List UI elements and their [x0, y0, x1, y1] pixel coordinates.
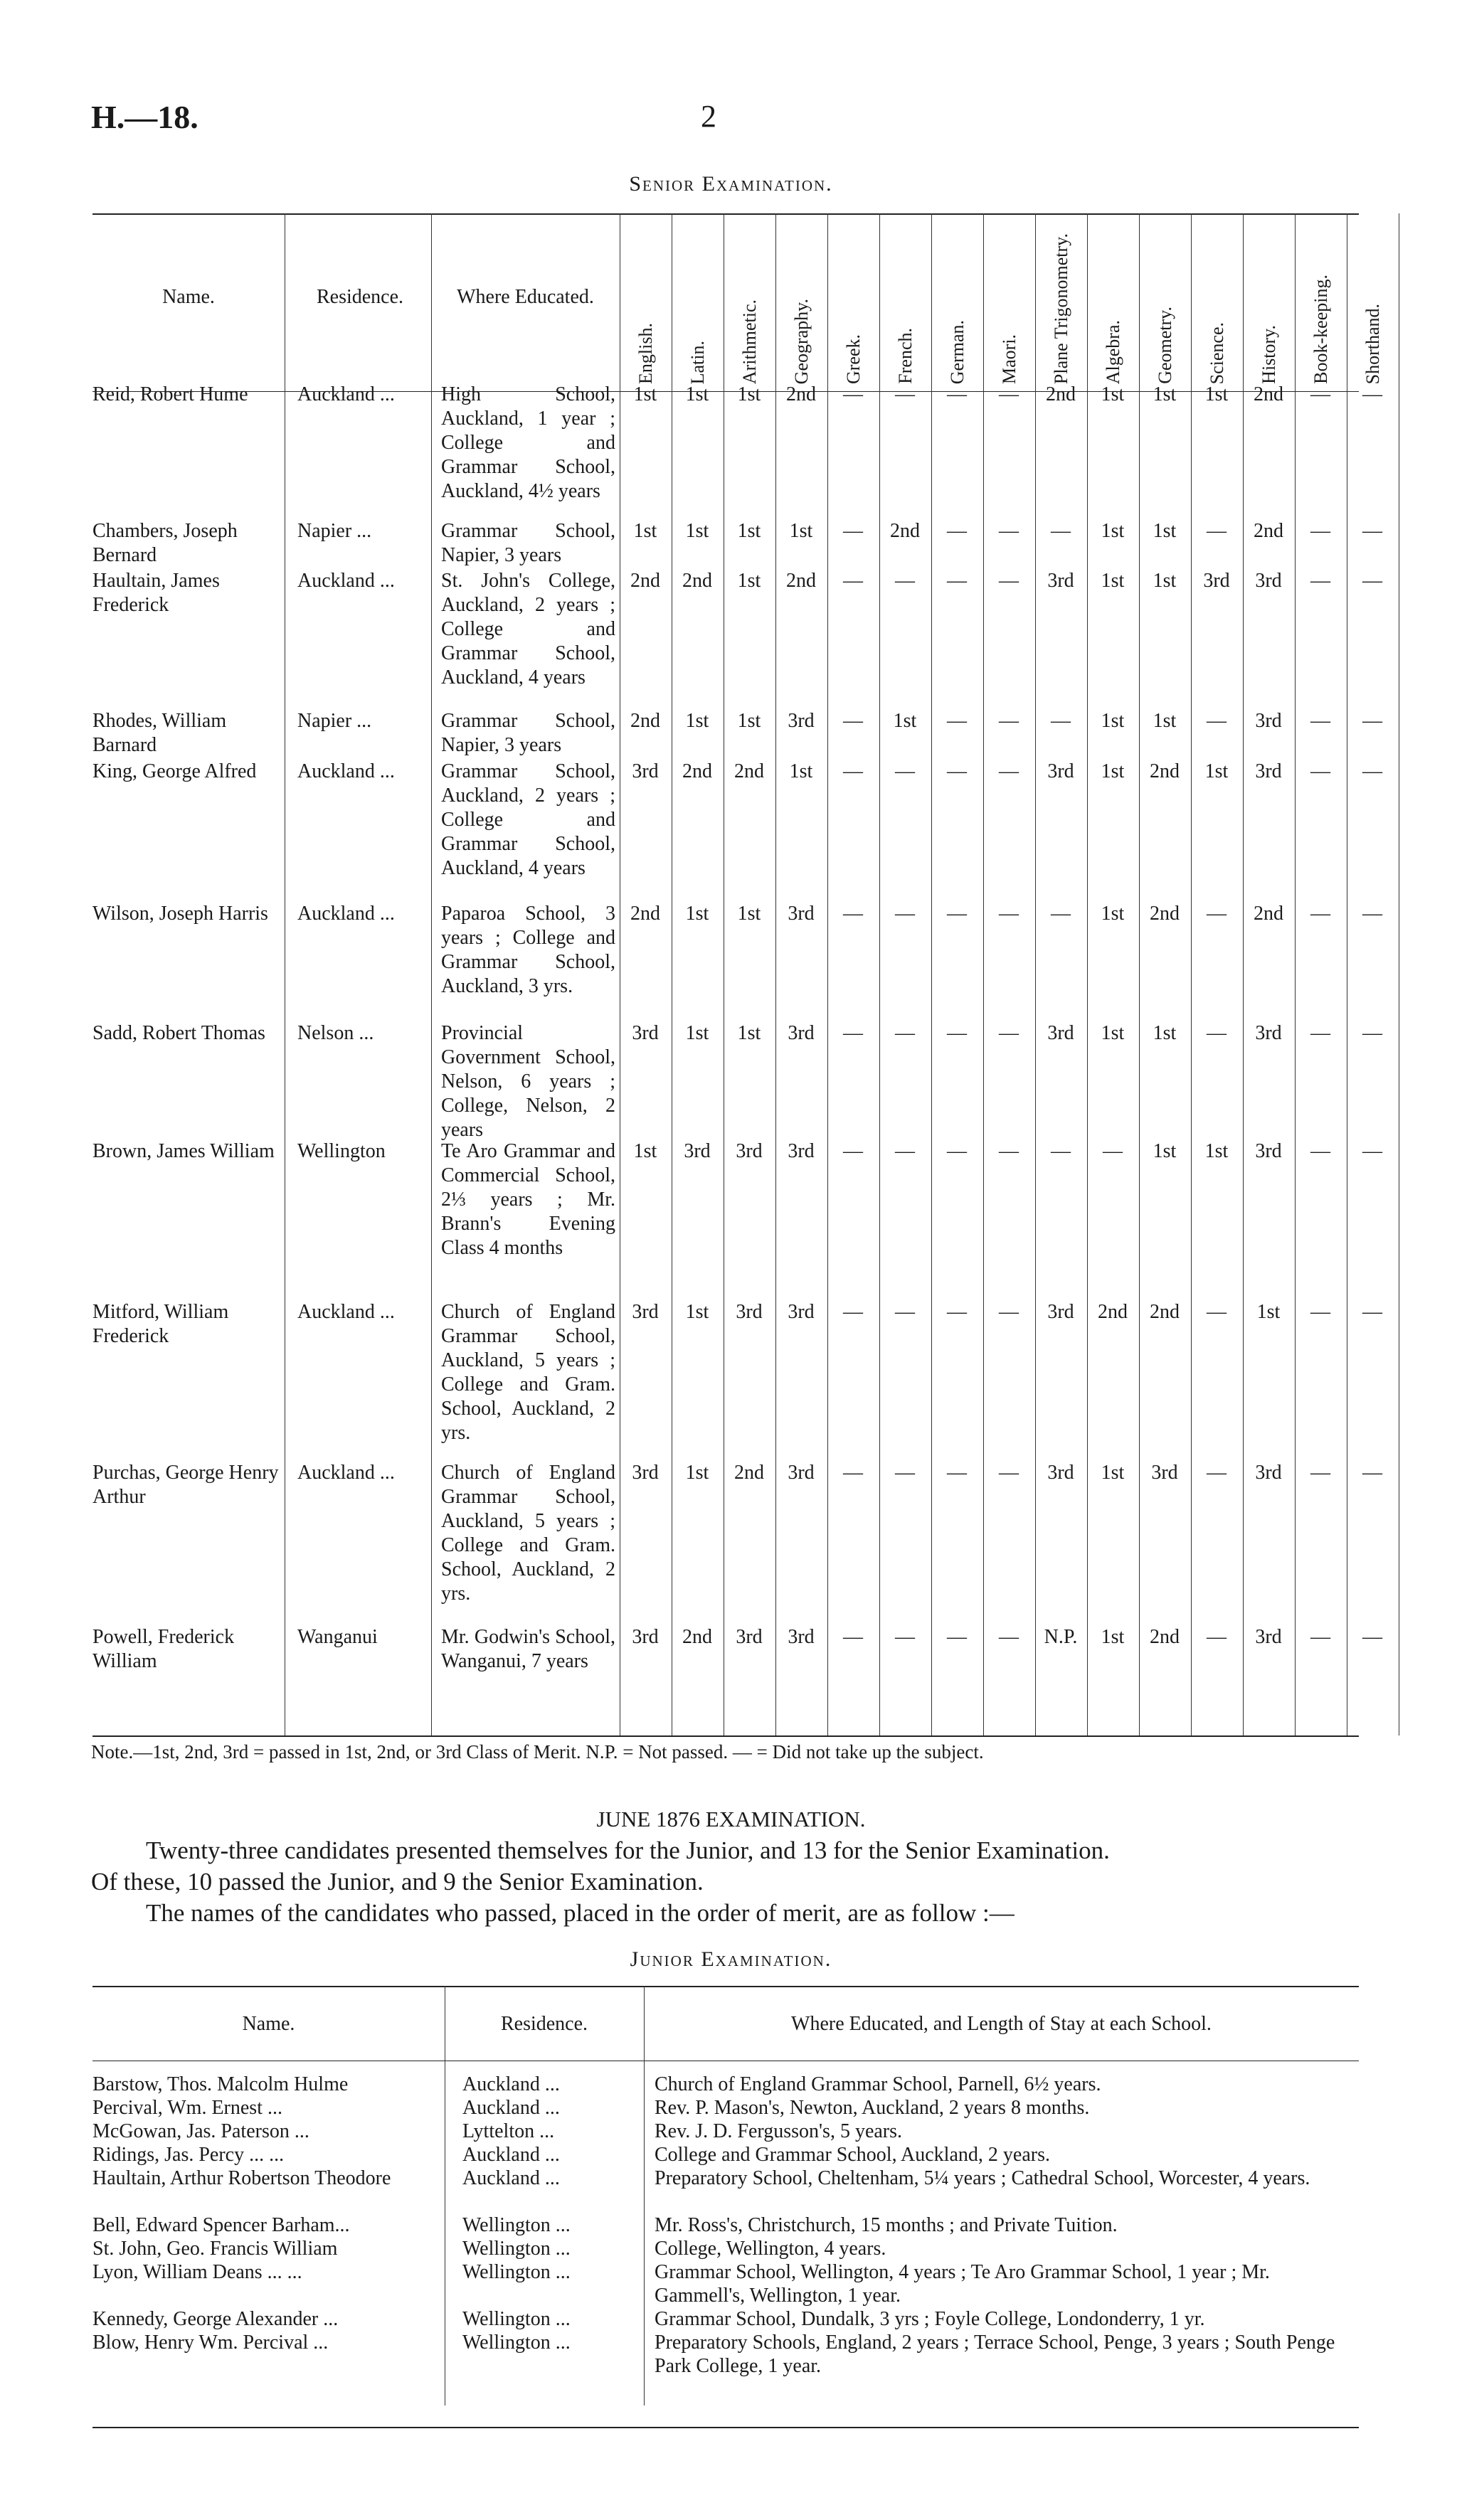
subject-header: Greek. [843, 334, 864, 384]
subject-mark: 2nd [1254, 383, 1283, 405]
subject-mark: — [1362, 760, 1382, 782]
subject-mark: 1st [1204, 383, 1229, 405]
subject-mark: — [999, 903, 1019, 925]
subject-mark: 1st [1204, 1140, 1229, 1162]
subject-mark: 3rd [736, 1140, 763, 1162]
subject-mark: — [947, 760, 967, 782]
subject-mark: — [895, 1301, 915, 1323]
subject-mark: — [1310, 1022, 1330, 1044]
subject-mark: 3rd [1047, 1301, 1074, 1323]
subject-header: French. [895, 328, 916, 384]
subject-mark: 3rd [736, 1301, 763, 1323]
candidate-where-educated: Preparatory School, Cheltenham, 5¼ years ; Cathedral School, Worcester, 4 years. [655, 2167, 1310, 2189]
candidate-residence: Auckland ... [297, 383, 395, 405]
subject-mark: 3rd [1047, 1462, 1074, 1484]
subject-mark: — [895, 1626, 915, 1648]
subject-mark: 3rd [1255, 710, 1282, 732]
senior-results-table [92, 213, 1383, 1735]
subject-mark: 3rd [1255, 1626, 1282, 1648]
subject-mark: 3rd [1047, 1022, 1074, 1044]
subject-mark: 1st [737, 710, 761, 732]
candidate-where-educated: Church of England Grammar School, Auckland, 5 years ; College and Gram. School, Auckland, 2 yrs. [441, 1462, 615, 1605]
candidate-name: Bell, Edward Spencer Barham... [92, 2214, 350, 2236]
subject-mark: 2nd [682, 570, 712, 592]
subject-mark: — [895, 1140, 915, 1162]
intro-paragraph-line1: Twenty-three candidates presented themselves for the Junior, and 13 for the Senior Examination. [146, 1836, 1110, 1864]
candidate-residence: Wellington [297, 1140, 386, 1162]
subject-mark: 1st [737, 570, 761, 592]
subject-mark: — [1051, 520, 1071, 542]
subject-mark: 3rd [1255, 1462, 1282, 1484]
subject-mark: 1st [1153, 383, 1177, 405]
subject-mark: — [1051, 903, 1071, 925]
subject-mark: — [1362, 1462, 1382, 1484]
subject-mark: 1st [737, 1022, 761, 1044]
candidate-residence: Auckland ... [462, 2097, 560, 2119]
subject-mark: 1st [1101, 520, 1125, 542]
subject-mark: — [1310, 1462, 1330, 1484]
subject-mark: — [1310, 1626, 1330, 1648]
subject-mark: 1st [1153, 1022, 1177, 1044]
candidate-residence: Wellington ... [462, 2238, 571, 2260]
page-number: 2 [701, 99, 716, 134]
candidate-residence: Wanganui [297, 1626, 378, 1648]
subject-mark: 2nd [630, 710, 660, 732]
subject-mark: 3rd [684, 1140, 711, 1162]
subject-mark: — [1103, 1140, 1123, 1162]
candidate-where-educated: College, Wellington, 4 years. [655, 2238, 886, 2260]
subject-mark: — [1207, 903, 1227, 925]
subject-mark: — [843, 1626, 863, 1648]
subject-mark: — [843, 520, 863, 542]
subject-header: History. [1259, 325, 1279, 384]
col-header-residence: Residence. [316, 286, 404, 308]
candidate-where-educated: Mr. Godwin's School, Wanganui, 7 years [441, 1626, 615, 1672]
subject-mark: 3rd [788, 903, 815, 925]
subject-mark: 3rd [788, 1626, 815, 1648]
subject-mark: — [1310, 570, 1330, 592]
subject-header: Arithmetic. [739, 299, 760, 384]
subject-mark: 1st [1101, 903, 1125, 925]
subject-mark: — [1207, 1301, 1227, 1323]
subject-mark: 1st [789, 520, 813, 542]
subject-mark: — [1362, 383, 1382, 405]
candidate-name: Blow, Henry Wm. Percival ... [92, 2332, 329, 2354]
subject-mark: 1st [685, 1301, 709, 1323]
subject-mark: — [1207, 520, 1227, 542]
subject-mark: — [947, 1140, 967, 1162]
candidate-where-educated: Te Aro Grammar and Commercial School, 2⅓ years ; Mr. Brann's Evening Class 4 months [441, 1140, 615, 1259]
subject-mark: — [947, 1626, 967, 1648]
candidate-residence: Auckland ... [297, 1301, 395, 1323]
subject-mark: 3rd [788, 1140, 815, 1162]
subject-mark: 1st [685, 1022, 709, 1044]
candidate-residence: Wellington ... [462, 2261, 571, 2283]
candidate-name: Brown, James William [92, 1140, 275, 1162]
subject-mark: — [895, 1022, 915, 1044]
subject-header: Latin. [687, 340, 708, 384]
subject-mark: 3rd [632, 1626, 659, 1648]
subject-mark: 3rd [1255, 760, 1282, 782]
subject-mark: — [999, 1301, 1019, 1323]
subject-mark: 3rd [1047, 570, 1074, 592]
candidate-residence: Auckland ... [297, 903, 395, 925]
subject-mark: N.P. [1044, 1626, 1078, 1648]
subject-mark: 3rd [632, 1301, 659, 1323]
candidate-where-educated: Grammar School, Auckland, 2 years ; College and Grammar School, Auckland, 4 years [441, 760, 615, 879]
candidate-residence: Auckland ... [462, 2144, 560, 2166]
subject-mark: 1st [633, 520, 657, 542]
subject-mark: 2nd [890, 520, 920, 542]
subject-mark: — [895, 903, 915, 925]
junior-col-header-residence: Residence. [500, 2013, 588, 2035]
subject-mark: — [947, 903, 967, 925]
subject-header: Science. [1207, 321, 1227, 384]
subject-mark: — [843, 1140, 863, 1162]
candidate-name: Powell, Frederick William [92, 1626, 235, 1672]
subject-mark: — [895, 383, 915, 405]
subject-header: Plane Trigonometry. [1051, 233, 1071, 384]
subject-header: Book-keeping. [1310, 275, 1331, 384]
subject-mark: 1st [1153, 520, 1177, 542]
candidate-name: Ridings, Jas. Percy ... ... [92, 2144, 285, 2166]
candidate-where-educated: High School, Auckland, 1 year ; College and Grammar School, Auckland, 4½ years [441, 383, 615, 502]
subject-mark: 3rd [788, 1301, 815, 1323]
candidate-residence: Wellington ... [462, 2332, 571, 2354]
subject-mark: — [999, 1626, 1019, 1648]
subject-mark: 2nd [786, 570, 816, 592]
candidate-name: King, George Alfred [92, 760, 257, 782]
subject-mark: — [895, 570, 915, 592]
subject-mark: 2nd [1046, 383, 1076, 405]
subject-mark: — [999, 1022, 1019, 1044]
order-of-merit-paragraph: The names of the candidates who passed, placed in the order of merit, are as follow :— [146, 1899, 1015, 1927]
subject-mark: 1st [1101, 710, 1125, 732]
subject-mark: — [843, 1462, 863, 1484]
subject-header: Shorthand. [1362, 303, 1383, 384]
subject-mark: 2nd [1098, 1301, 1128, 1323]
subject-mark: — [1362, 1140, 1382, 1162]
subject-mark: — [1362, 710, 1382, 732]
subject-mark: — [1207, 710, 1227, 732]
candidate-name: McGowan, Jas. Paterson ... [92, 2120, 309, 2142]
candidate-residence: Auckland ... [462, 2073, 560, 2095]
candidate-residence: Auckland ... [297, 760, 395, 782]
candidate-where-educated: Mr. Ross's, Christchurch, 15 months ; and Private Tuition. [655, 2214, 1118, 2236]
candidate-name: Purchas, George Henry Arthur [92, 1462, 279, 1508]
subject-mark: — [1310, 710, 1330, 732]
subject-mark: 2nd [734, 760, 764, 782]
candidate-name: Wilson, Joseph Harris [92, 903, 268, 925]
subject-mark: 3rd [1255, 1140, 1282, 1162]
subject-mark: 3rd [788, 1022, 815, 1044]
subject-mark: 2nd [1150, 1626, 1180, 1648]
subject-mark: — [843, 570, 863, 592]
subject-mark: — [1051, 710, 1071, 732]
candidate-residence: Nelson ... [297, 1022, 374, 1044]
june-exam-title: JUNE 1876 EXAMINATION. [596, 1807, 866, 1831]
subject-mark: — [999, 1462, 1019, 1484]
candidate-where-educated: Paparoa School, 3 years ; College and Grammar School, Auckland, 3 yrs. [441, 903, 615, 997]
subject-mark: — [947, 520, 967, 542]
subject-mark: 1st [1204, 760, 1229, 782]
intro-paragraph-line2: Of these, 10 passed the Junior, and 9 the Senior Examination. [91, 1868, 704, 1896]
subject-mark: 1st [789, 760, 813, 782]
subject-mark: 1st [737, 903, 761, 925]
subject-mark: 1st [633, 383, 657, 405]
candidate-residence: Napier ... [297, 710, 372, 732]
subject-mark: 2nd [1254, 520, 1283, 542]
subject-mark: — [843, 1301, 863, 1323]
candidate-name: Mitford, William Frederick [92, 1301, 229, 1347]
subject-mark: 1st [1101, 570, 1125, 592]
candidate-where-educated: Preparatory Schools, England, 2 years ; Terrace School, Penge, 3 years ; South Penge Park College, 1 year. [655, 2332, 1335, 2377]
subject-mark: — [1310, 903, 1330, 925]
subject-mark: 3rd [736, 1626, 763, 1648]
col-header-where-educated: Where Educated. [457, 286, 594, 308]
subject-mark: 3rd [632, 760, 659, 782]
subject-mark: 1st [633, 1140, 657, 1162]
subject-mark: 2nd [682, 1626, 712, 1648]
candidate-name: Sadd, Robert Thomas [92, 1022, 265, 1044]
subject-mark: 2nd [734, 1462, 764, 1484]
subject-mark: — [947, 570, 967, 592]
subject-mark: — [1362, 520, 1382, 542]
senior-examination-title: Senior Examination. [629, 172, 833, 196]
subject-mark: — [947, 1462, 967, 1484]
subject-mark: 3rd [1255, 1022, 1282, 1044]
subject-mark: — [1362, 570, 1382, 592]
subject-mark: 2nd [1254, 903, 1283, 925]
subject-mark: 1st [1101, 1626, 1125, 1648]
candidate-residence: Wellington ... [462, 2308, 571, 2330]
subject-mark: 3rd [632, 1022, 659, 1044]
candidate-where-educated: Grammar School, Napier, 3 years [441, 710, 615, 756]
subject-mark: — [999, 760, 1019, 782]
subject-mark: — [999, 383, 1019, 405]
candidate-residence: Auckland ... [462, 2167, 560, 2189]
subject-mark: — [1362, 1301, 1382, 1323]
subject-mark: 3rd [788, 710, 815, 732]
subject-mark: — [1207, 1626, 1227, 1648]
candidate-name: Chambers, Joseph Bernard [92, 520, 238, 566]
subject-mark: 2nd [1150, 903, 1180, 925]
junior-col-header-where-educated: Where Educated, and Length of Stay at each School. [791, 2013, 1212, 2035]
candidate-residence: Wellington ... [462, 2214, 571, 2236]
subject-header: Geometry. [1155, 307, 1175, 384]
candidate-where-educated: Rev. P. Mason's, Newton, Auckland, 2 years 8 months. [655, 2097, 1090, 2119]
subject-mark: 1st [1256, 1301, 1281, 1323]
subject-mark: — [1362, 903, 1382, 925]
junior-col-header-name: Name. [242, 2013, 295, 2035]
subject-mark: — [843, 383, 863, 405]
subject-mark: 1st [685, 383, 709, 405]
subject-mark: — [1362, 1022, 1382, 1044]
subject-mark: — [1207, 1022, 1227, 1044]
subject-mark: — [999, 710, 1019, 732]
candidate-where-educated: Grammar School, Wellington, 4 years ; Te Aro Grammar School, 1 year ; Mr. Gammell's, Wellington, 1 year. [655, 2261, 1270, 2307]
junior-examination-title: Junior Examination. [630, 1947, 832, 1971]
subject-mark: — [1310, 760, 1330, 782]
subject-mark: — [1362, 1626, 1382, 1648]
candidate-where-educated: Provincial Government School, Nelson, 6 years ; College, Nelson, 2 years [441, 1022, 615, 1141]
subject-mark: 1st [1101, 760, 1125, 782]
subject-mark: 1st [685, 520, 709, 542]
subject-mark: — [947, 1022, 967, 1044]
subject-mark: 3rd [1203, 570, 1230, 592]
subject-mark: 1st [1101, 383, 1125, 405]
subject-mark: 1st [685, 710, 709, 732]
subject-mark: 1st [1101, 1022, 1125, 1044]
candidate-where-educated: St. John's College, Auckland, 2 years ; College and Grammar School, Auckland, 4 years [441, 570, 615, 689]
candidate-name: Haultain, James Frederick [92, 570, 220, 616]
subject-mark: 3rd [632, 1462, 659, 1484]
subject-mark: — [895, 760, 915, 782]
subject-mark: 1st [1101, 1462, 1125, 1484]
candidate-where-educated: College and Grammar School, Auckland, 2 years. [655, 2144, 1050, 2166]
subject-mark: — [895, 1462, 915, 1484]
subject-mark: 3rd [788, 1462, 815, 1484]
candidate-where-educated: Church of England Grammar School, Parnell, 6½ years. [655, 2073, 1101, 2095]
subject-mark: 1st [685, 1462, 709, 1484]
col-header-name: Name. [162, 286, 215, 308]
subject-mark: 2nd [1150, 760, 1180, 782]
candidate-name: Reid, Robert Hume [92, 383, 248, 405]
candidate-where-educated: Rev. J. D. Fergusson's, 5 years. [655, 2120, 903, 2142]
subject-mark: 1st [1153, 570, 1177, 592]
subject-mark: — [843, 1022, 863, 1044]
subject-mark: 1st [737, 383, 761, 405]
subject-header: English. [635, 323, 656, 384]
candidate-name: Haultain, Arthur Robertson Theodore [92, 2167, 391, 2189]
subject-mark: — [999, 570, 1019, 592]
candidate-residence: Auckland ... [297, 1462, 395, 1484]
subject-mark: 2nd [630, 570, 660, 592]
marks-note: Note.—1st, 2nd, 3rd = passed in 1st, 2nd, or 3rd Class of Merit. N.P. = Not passed. — = Did not take up the subject. [91, 1741, 984, 1763]
junior-results-table [92, 1986, 1359, 2427]
subject-mark: — [843, 710, 863, 732]
candidate-residence: Auckland ... [297, 570, 395, 592]
subject-mark: 2nd [682, 760, 712, 782]
candidate-where-educated: Church of England Grammar School, Auckland, 5 years ; College and Gram. School, Auckland, 2 yrs. [441, 1301, 615, 1444]
subject-mark: — [1310, 383, 1330, 405]
subject-header: Geography. [791, 298, 812, 384]
subject-mark: — [999, 1140, 1019, 1162]
subject-mark: 1st [1153, 1140, 1177, 1162]
candidate-residence: Lyttelton ... [462, 2120, 555, 2142]
subject-mark: 1st [737, 520, 761, 542]
subject-mark: — [1310, 1140, 1330, 1162]
subject-mark: 2nd [630, 903, 660, 925]
subject-mark: — [1310, 1301, 1330, 1323]
candidate-name: Kennedy, George Alexander ... [92, 2308, 339, 2330]
subject-mark: — [947, 383, 967, 405]
subject-mark: 1st [893, 710, 917, 732]
subject-mark: — [947, 1301, 967, 1323]
subject-mark: — [843, 903, 863, 925]
candidate-name: Rhodes, William Barnard [92, 710, 227, 756]
subject-mark: — [999, 520, 1019, 542]
subject-mark: 3rd [1047, 760, 1074, 782]
subject-mark: 2nd [786, 383, 816, 405]
subject-header: Algebra. [1103, 319, 1123, 384]
subject-mark: — [1207, 1462, 1227, 1484]
subject-mark: 1st [685, 903, 709, 925]
candidate-where-educated: Grammar School, Napier, 3 years [441, 520, 615, 566]
subject-header: Maori. [999, 334, 1019, 384]
candidate-name: Percival, Wm. Ernest ... [92, 2097, 282, 2119]
candidate-where-educated: Grammar School, Dundalk, 3 yrs ; Foyle College, Londonderry, 1 yr. [655, 2308, 1205, 2330]
subject-header: German. [947, 319, 968, 384]
subject-mark: 2nd [1150, 1301, 1180, 1323]
candidate-name: Lyon, William Deans ... ... [92, 2261, 302, 2283]
subject-mark: 1st [1153, 710, 1177, 732]
subject-mark: 3rd [1151, 1462, 1178, 1484]
subject-mark: — [843, 760, 863, 782]
subject-mark: 3rd [1255, 570, 1282, 592]
candidate-residence: Napier ... [297, 520, 372, 542]
candidate-name: St. John, Geo. Francis William [92, 2238, 338, 2260]
document-code: H.—18. [91, 99, 198, 135]
subject-mark: — [1051, 1140, 1071, 1162]
candidate-name: Barstow, Thos. Malcolm Hulme [92, 2073, 349, 2095]
subject-mark: — [1310, 520, 1330, 542]
subject-mark: — [947, 710, 967, 732]
